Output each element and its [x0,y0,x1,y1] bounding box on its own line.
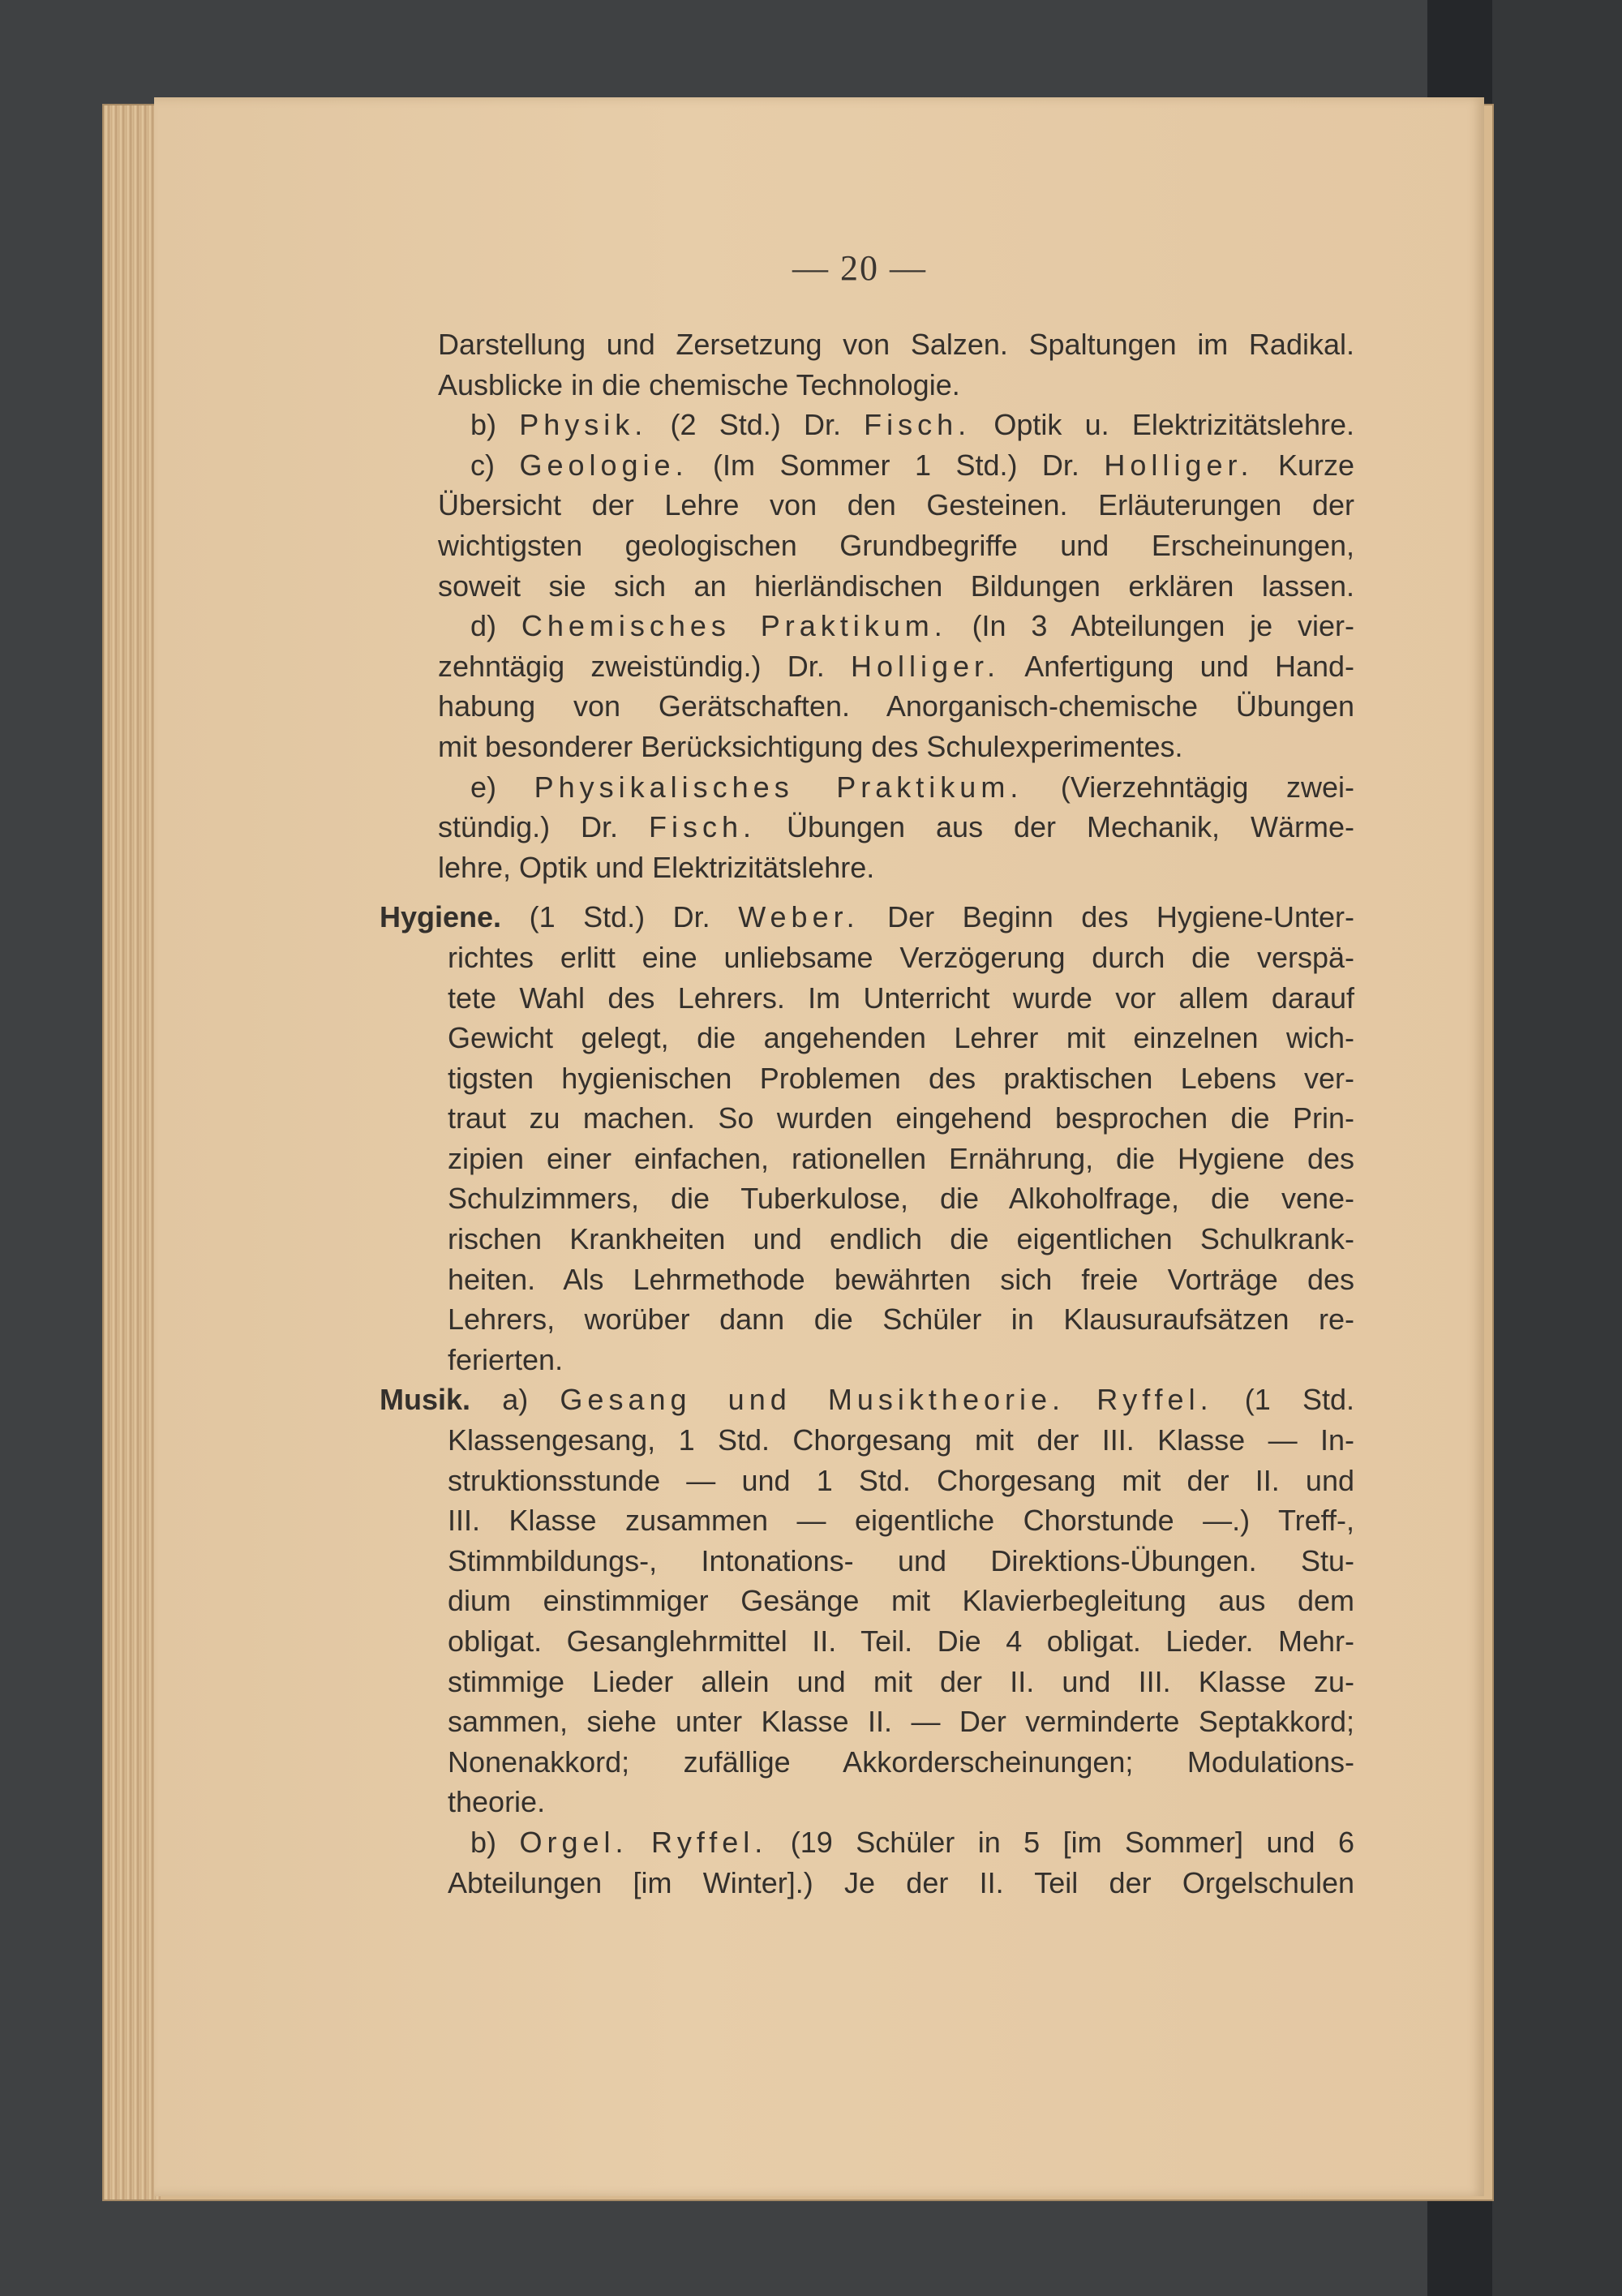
subject-physikalisches-praktikum: Physikalisches Praktikum. [534,770,1023,804]
text-line: Nonenakkord; zufällige Akkorderscheinungen; Modulations- [448,1745,1354,1779]
subject-orgel: Orgel. [519,1825,629,1859]
text-line: stimmige Lieder allein und mit der II. und III. Klasse zu- [448,1664,1354,1698]
item-label: a) [502,1383,529,1417]
text-line: lehre, Optik und Elektrizitätslehre. [438,850,875,884]
text-line: sammen, siehe unter Klasse II. — Der verminderte Septakkord; [448,1705,1354,1739]
text-fragment: Übungen aus der Mechanik, Wärme- [786,810,1354,844]
subject-geologie: Geologie. [519,448,689,482]
item-label: d) [470,609,497,643]
text-line: tete Wahl des Lehrers. Im Unterricht wurde vor allem darauf [448,981,1354,1015]
section-hygiene [380,897,1354,938]
page-text [380,324,1355,1903]
text-line: Gewicht gelegt, die angehenden Lehrer mit einzelnen wich- [448,1021,1354,1055]
teacher-name: Holliger. [850,649,1001,683]
subject-physik: Physik. [519,408,648,442]
text-line: Abteilungen [im Winter].) Je der II. Teil der Orgelschulen [448,1865,1354,1899]
text-line: Klassengesang, 1 Std. Chorgesang mit der III. Klasse — In- [448,1423,1354,1457]
text-line: richtes erlitt eine unliebsame Verzögerung durch die verspä- [448,940,1354,974]
text-line: traut zu machen. So wurden eingehend besprochen die Prin- [448,1101,1354,1135]
text-fragment: stündig.) Dr. [438,810,619,844]
page-number: — 20 — [792,248,927,288]
text-fragment: Kurze [1277,448,1354,482]
background-edge [1492,0,1622,2296]
text-line: zipien einer einfachen, rationellen Ernährung, die Hygiene des [448,1141,1354,1175]
text-fragment: (Vierzehntägig zwei- [1060,770,1354,804]
text-line: III. Klasse zusammen — eigentliche Chorstunde —.) Treff-, [448,1504,1354,1538]
hours-text: (In 3 Abteilungen je vier- [972,609,1354,643]
subject-gesang: Gesang und Musiktheorie. [560,1383,1066,1417]
text-line: Lehrers, worüber dann die Schüler in Klausuraufsätzen re- [448,1302,1354,1337]
text-fragment: zehntägig zweistündig.) Dr. [438,649,825,683]
text-line [438,807,1354,848]
text-line: theorie. [448,1785,546,1819]
text-line: wichtigsten geologischen Grundbegriffe und Erscheinungen, [438,528,1354,562]
list-item-physik [470,405,1354,445]
hours-text: (Im Sommer 1 Std.) Dr. [713,448,1079,482]
text-fragment: (19 Schüler in 5 [im Sommer] und 6 [790,1825,1354,1859]
item-label: b) [470,1825,497,1859]
text-line [438,646,1354,687]
text-fragment: Anfertigung und Hand- [1024,649,1355,683]
text-line: soweit sie sich an hierländischen Bildungen erklären lassen. [438,569,1354,603]
section-musik [380,1380,1354,1420]
text-line: Schulzimmers, die Tuberkulose, die Alkoholfrage, die vene- [448,1182,1354,1216]
text-line: heiten. Als Lehrmethode bewährten sich freie Vorträge des [448,1262,1354,1296]
text-fragment: Optik u. [993,408,1109,442]
teacher-name: Fisch. [864,408,972,442]
text-line: tigsten hygienischen Problemen des praktischen Lebens ver- [448,1061,1354,1095]
hours-text: (2 Std.) Dr. [670,408,841,442]
text-line: Stimmbildungs-, Intonations- und Direktions-Übungen. Stu- [448,1543,1354,1577]
teacher-name: Fisch. [648,810,756,844]
text-line: ferierten. [448,1342,564,1376]
text-line: mit besonderer Berücksichtigung des Schulexperimentes. [438,729,1183,763]
list-item-physikalisches-praktikum [470,767,1354,808]
text-line: Ausblicke in die chemische Technologie. [438,367,960,401]
item-label: e) [470,770,497,804]
text-line: dium einstimmiger Gesänge mit Klavierbegleitung aus dem [448,1584,1354,1618]
text-line: Übersicht der Lehre von den Gesteinen. Erläuterungen der [438,488,1354,522]
item-label: b) [470,408,497,442]
text-line: obligat. Gesanglehrmittel II. Teil. Die 4 obligat. Lieder. Mehr- [448,1624,1354,1658]
teacher-name: Ryffel. [1096,1383,1213,1417]
text-fragment: Der Beginn des Hygiene-Unter- [887,900,1354,934]
text-line: habung von Gerätschaften. Anorganisch-chemische Übungen [438,689,1354,723]
list-item-chemisches-praktikum [470,606,1354,646]
item-label: c) [470,448,495,482]
section-heading-musik: Musik. [380,1383,471,1417]
text-line: rischen Krankheiten und endlich die eigentlichen Schulkrank- [448,1222,1354,1256]
text-line: Darstellung und Zersetzung von Salzen. Spaltungen im Radikal. [438,328,1354,361]
text-fragment: Elektrizitätslehre. [1131,408,1354,442]
hours-text: (1 Std.) Dr. [529,900,710,934]
hours-text: (1 Std. [1244,1383,1354,1417]
list-item-orgel [470,1822,1354,1863]
section-heading-hygiene: Hygiene. [380,900,502,934]
teacher-name: Ryffel. [650,1825,768,1859]
teacher-name: Weber. [738,900,860,934]
subject-chemisches-praktikum: Chemisches Praktikum. [521,609,947,643]
teacher-name: Holliger. [1104,448,1254,482]
list-item-geologie [470,445,1354,486]
text-line: struktionsstunde — und 1 Std. Chorgesang mit der II. und [448,1463,1354,1497]
